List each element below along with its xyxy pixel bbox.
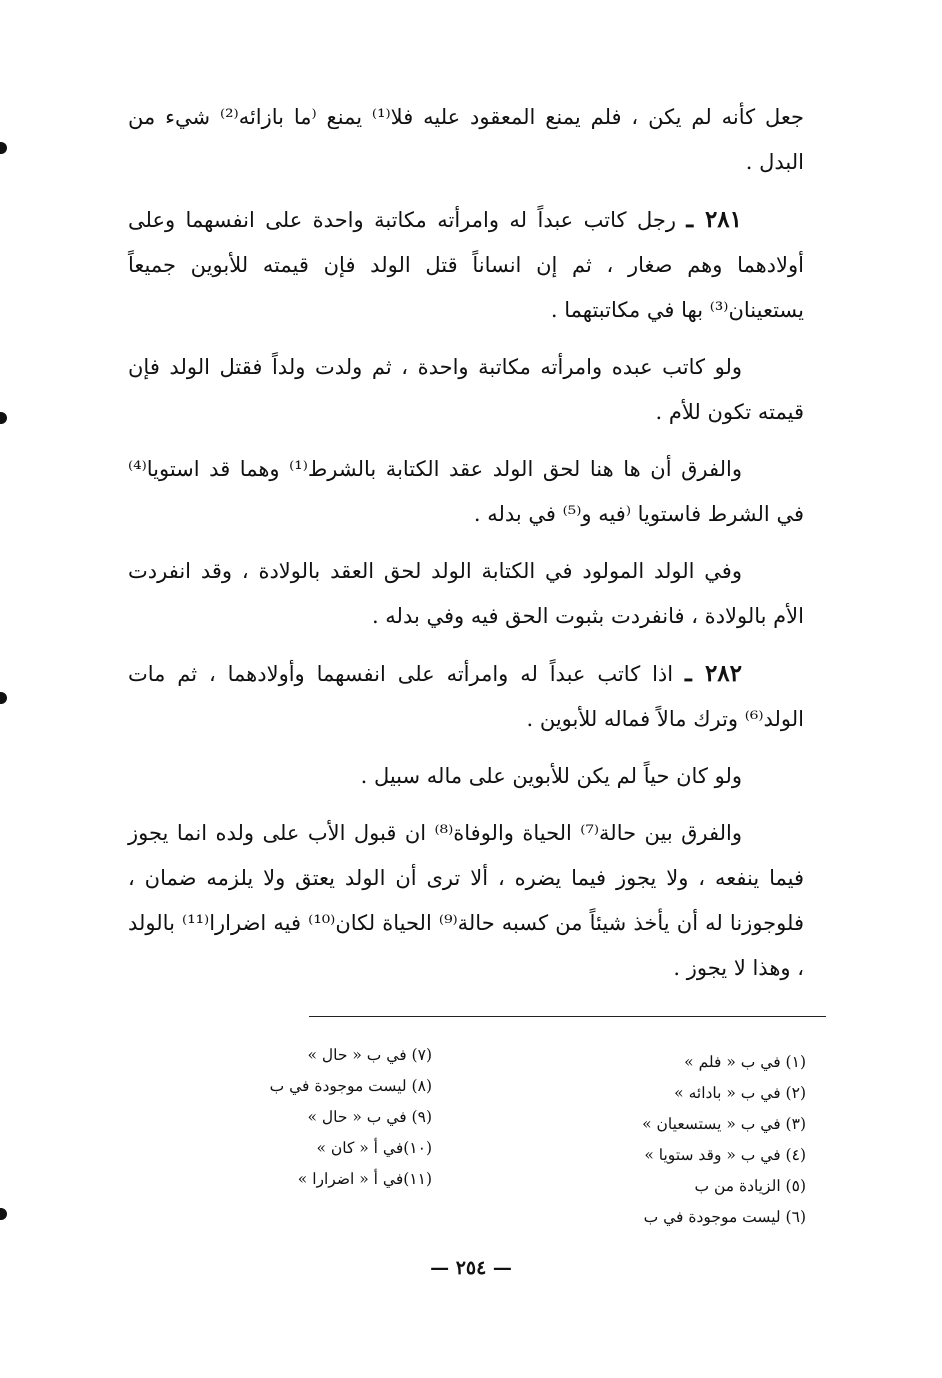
footnote: (٧) في ب « حال »	[307, 1046, 432, 1064]
paragraph-281	[128, 197, 804, 333]
footnote: (١١)في أ « اضرارا »	[297, 1170, 432, 1188]
paragraph-text: ولو كاتب عبده وامرأته مكاتبة واحدة ، ثم ولدت ولداً فقتل الولد فإن قيمته تكون للأم .	[128, 355, 804, 424]
paragraph-text: جعل كأنه لم يكن ، فلم يمنع المعقود عليه فلا⁽¹⁾ يمنع ⁽ما بازائه⁽²⁾ شيء من البدل .	[128, 105, 804, 174]
footnote: (٤) في ب « وقد ستويا »	[644, 1146, 806, 1164]
paragraph-text: ولو كان حياً لم يكن للأبوين على ماله سبيل .	[360, 764, 742, 788]
footnote: (٣) في ب « يستسعيان »	[642, 1115, 806, 1133]
page-number: — ٢٥٤ —	[430, 1257, 512, 1279]
section-number: ٢٨١ ـ	[686, 206, 742, 233]
paragraph-text: والفرق بين حالة⁽⁷⁾ الحياة والوفاة⁽⁸⁾ ان قبول الأب على ولده انما يجوز فيما ينفعه ، ولا يجوز فيما يضره ، ألا ترى أن الولد يعتق ولا يلزمه ضمان ، فلوجوزنا له أن يأخذ شيئاً من كسبه حالة⁽⁹⁾ الحياة لكان⁽¹⁰⁾ فيه اضرارا⁽¹¹⁾ بالولد ، وهذا لا يجوز .	[128, 821, 804, 980]
paragraph	[128, 549, 804, 639]
footnote-divider	[309, 1016, 826, 1017]
scan-edge-mark	[0, 142, 7, 154]
paragraph	[128, 811, 804, 991]
paragraph	[128, 447, 804, 537]
footnote: (٩) في ب « حال »	[307, 1108, 432, 1126]
paragraph-text: رجل كاتب عبداً له وامرأته مكاتبة واحدة على انفسهما وعلى أولادهما وهم صغار ، ثم إن انساناً قتل الولد فإن قيمته للأبوين جميعاً يستعينان⁽³⁾ بها في مكاتبتهما .	[128, 208, 804, 322]
footnote: (١) في ب « فلم »	[684, 1053, 806, 1071]
footnote: (٥) الزيادة من ب	[694, 1177, 806, 1195]
paragraph	[128, 345, 804, 435]
footnote: (٦) ليست موجودة في ب	[643, 1208, 806, 1226]
paragraph	[128, 754, 804, 799]
scan-edge-mark	[0, 1208, 7, 1220]
footnotes-right-column	[586, 1047, 806, 1233]
paragraph-continuation	[128, 95, 804, 185]
scan-edge-mark	[0, 412, 7, 424]
footnote: (٢) في ب « بادائه »	[674, 1084, 806, 1102]
footnotes-left-column	[212, 1040, 432, 1195]
paragraph-text: اذا كاتب عبداً له وامرأته على انفسهما وأولادهما ، ثم مات الولد⁽⁶⁾ وترك مالاً فماله للأبوين .	[128, 662, 804, 731]
paragraph-text: وفي الولد المولود في الكتابة الولد لحق العقد بالولادة ، وقد انفردت الأم بالولادة ، فانفردت بثبوت الحق فيه وفي بدله .	[128, 559, 804, 628]
scan-edge-mark	[0, 692, 7, 704]
paragraph-text: والفرق أن ها هنا لحق الولد عقد الكتابة بالشرط⁽¹⁾ وهما قد استويا⁽⁴⁾ في الشرط فاستويا ⁽فيه و⁽⁵⁾ في بدله .	[128, 457, 804, 526]
section-number: ٢٨٢ ـ	[684, 660, 742, 687]
paragraph-282	[128, 651, 804, 742]
main-text	[128, 95, 804, 1003]
footnote: (٨) ليست موجودة في ب	[269, 1077, 432, 1095]
footnote: (١٠)في أ « كان »	[316, 1139, 432, 1157]
